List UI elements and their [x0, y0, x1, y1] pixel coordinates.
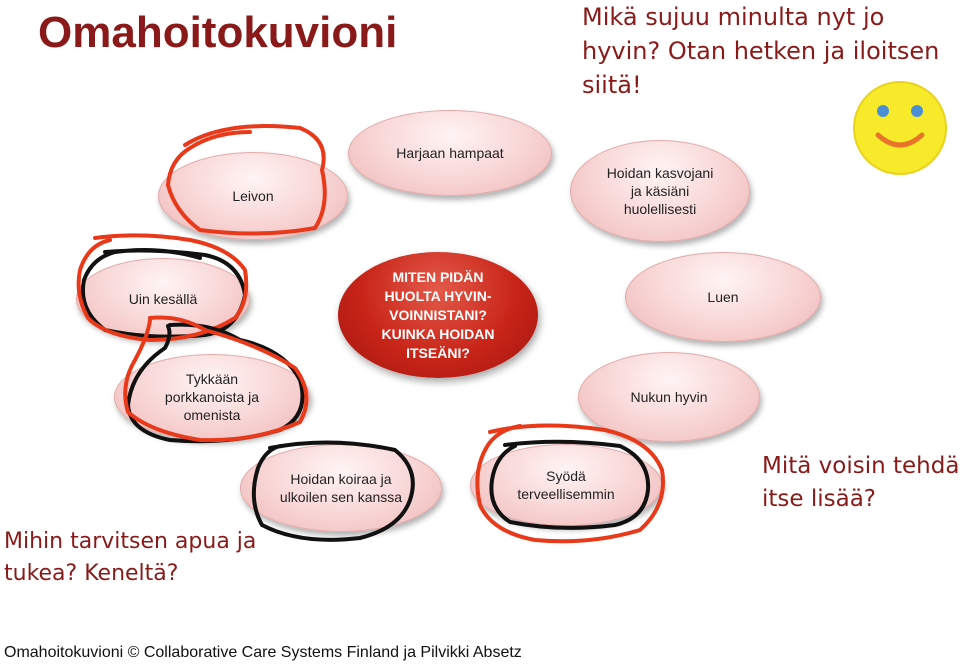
- center-node-label: MITEN PIDÄN HUOLTA HYVIN-VOINNISTANI? KUINKA HOIDAN ITSEÄNI?: [381, 268, 495, 361]
- node-uin: [76, 258, 250, 340]
- node-harjaan: [348, 110, 552, 196]
- node-syoda: [470, 444, 662, 526]
- node-tykkaan-label: Tykkään porkkanoista ja omenista: [164, 371, 260, 423]
- node-tykkaan: [114, 354, 310, 440]
- note-top: Mikä sujuu minulta nyt jo hyvin? Otan hetken ja iloitsen siitä!: [582, 3, 940, 99]
- node-harjaan-label: Harjaan hampaat: [396, 145, 504, 161]
- node-nukun-label: Nukun hyvin: [630, 389, 708, 405]
- node-nukun: [578, 352, 760, 442]
- node-luen: [625, 252, 821, 342]
- node-leivon-label: Leivon: [232, 188, 274, 204]
- node-syoda-label: Syödä terveellisemmin: [517, 468, 615, 502]
- node-leivon: [158, 152, 348, 240]
- page-title: Omahoitokuvioni: [38, 8, 398, 57]
- node-koira-label: Hoidan koiraa ja ulkoilen sen kanssa: [279, 471, 403, 505]
- note-left: Mihin tarvitsen apua ja tukea? Keneltä?: [4, 529, 257, 586]
- center-node: [338, 252, 538, 378]
- node-hoidan-kasvot-label: Hoidan kasvojani ja käsiäni huolellisesti: [606, 165, 714, 217]
- node-koira: [240, 444, 442, 532]
- node-luen-label: Luen: [707, 289, 739, 305]
- note-right: Mitä voisin tehdä itse lisää?: [762, 453, 960, 512]
- footer-credit: Omahoitokuvioni © Collaborative Care Systems Finland ja Pilvikki Absetz: [4, 644, 522, 661]
- node-hoidan-kasvot: [570, 140, 750, 242]
- node-uin-label: Uin kesällä: [128, 291, 198, 307]
